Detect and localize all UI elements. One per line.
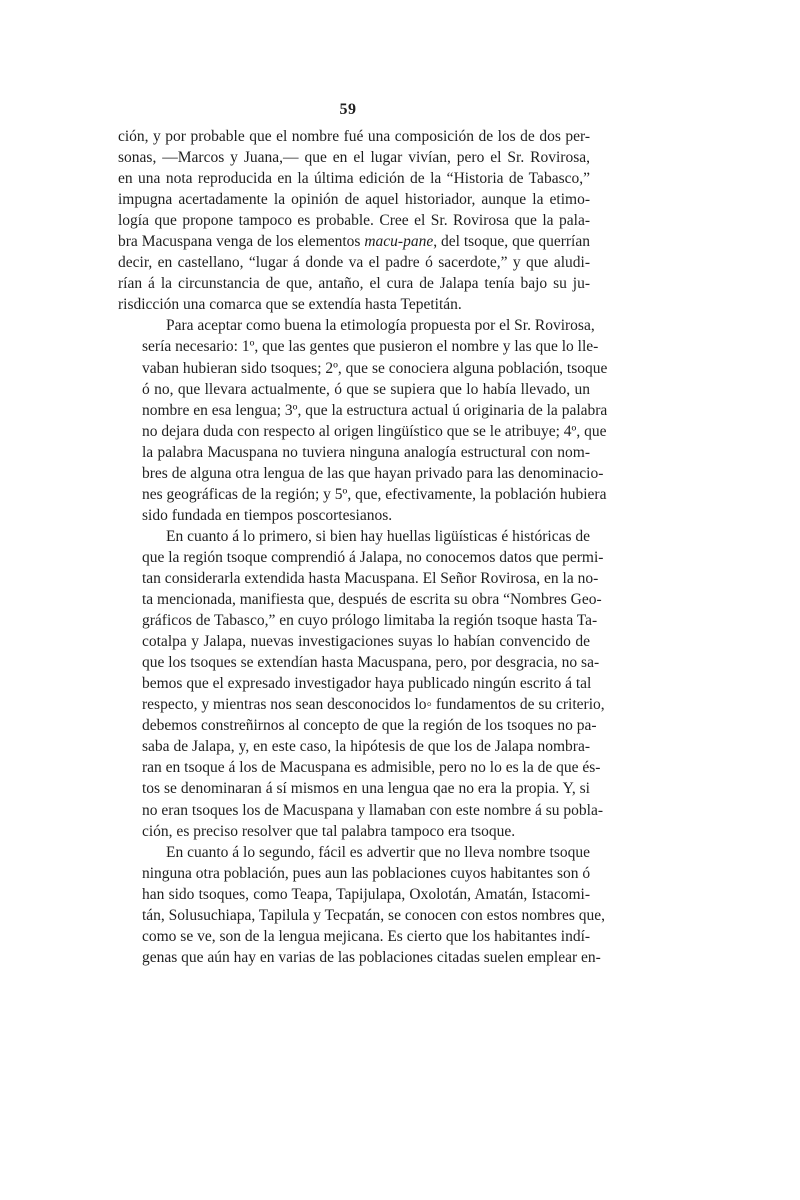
- text-line: ran en tsoque á los de Macuspana es admisible, pero no lo es la de que és-: [142, 759, 601, 777]
- text-line: nombre en esa lengua; 3º, que la estructura actual ú originaria de la palabra: [142, 401, 608, 419]
- text-line: sería necesario: 1º, que las gentes que pusieron el nombre y las que lo lle-: [142, 338, 599, 356]
- text-line: tan considerarla extendida hasta Macuspana. El Señor Rovirosa, en la no-: [142, 569, 599, 587]
- text-line: ó no, que llevara actualmente, ó que se supiera que lo había llevado, un: [142, 380, 590, 398]
- text-line: la palabra Macuspana no tuviera ninguna analogía estructural con nom-: [142, 443, 590, 461]
- text-line: Para aceptar como buena la etimología propuesta por el Sr. Rovirosa,: [166, 317, 595, 335]
- text-line: cotalpa y Jalapa, nuevas investigaciones suyas lo habían convencido de: [142, 633, 590, 651]
- text-line: que los tsoques se extendían hasta Macuspana, pero, por desgracia, no sa-: [142, 654, 600, 672]
- text-line: vaban hubieran sido tsoques; 2º, que se conociera alguna población, tsoque: [142, 359, 608, 377]
- italic-term: macu-pane: [364, 233, 434, 251]
- text-line: ción, y por probable que el nombre fué una composición de los de dos per-: [118, 128, 590, 145]
- body-text: [118, 126, 608, 968]
- text-line: han sido tsoques, como Teapa, Tapijulapa, Oxolotán, Amatán, Istacomi-: [142, 885, 590, 903]
- text-line: decir, en castellano, “lugar á donde va el padre ó sacerdote,” y que aludi-: [118, 254, 590, 272]
- page-number: 59: [339, 101, 357, 118]
- text-line: en una nota reproducida en la última edición de la “Historia de Tabasco,”: [118, 170, 590, 188]
- text-line: sido fundada en tiempos poscortesianos.: [142, 506, 393, 524]
- text-line: nes geográficas de la región; y 5º, que, efectivamente, la población hubiera: [142, 485, 607, 503]
- text-line: respecto, y mientras nos sean desconocidos lo◦ fundamentos de su criterio,: [142, 696, 605, 714]
- paragraph: [118, 315, 608, 525]
- paragraph: [118, 526, 605, 842]
- text-line: risdicción una comarca que se extendía hasta Tepetitán.: [118, 296, 462, 314]
- text-line: bra Macuspana venga de los elementos macu-pane, del tsoque, que querrían: [118, 233, 590, 251]
- text-line: que la región tsoque comprendió á Jalapa, no conocemos datos que permi-: [142, 548, 604, 566]
- text-line: tán, Solusuchiapa, Tapilula y Tecpatán, se conocen con estos nombres que,: [142, 906, 605, 924]
- text-line: no eran tsoques los de Macuspana y llamaban con este nombre á su pobla-: [142, 801, 603, 819]
- text-line: En cuanto á lo segundo, fácil es advertir que no lleva nombre tsoque: [166, 843, 590, 861]
- text-line: impugna acertadamente la opinión de aquel historiador, aunque la etimo-: [118, 191, 590, 209]
- text-line: genas que aún hay en varias de las poblaciones citadas suelen emplear en-: [142, 948, 601, 966]
- text-line: tos se denominaran á sí mismos en una lengua qae no era la propia. Y, si: [142, 780, 590, 798]
- paragraph: [118, 842, 605, 968]
- text-line: ción, es preciso resolver que tal palabra tampoco era tsoque.: [142, 822, 516, 840]
- text-line: En cuanto á lo primero, si bien hay huellas ligüísticas é históricas de: [166, 527, 590, 545]
- text-line: ninguna otra población, pues aun las poblaciones cuyos habitantes son ó: [142, 864, 591, 882]
- text-line: no dejara duda con respecto al origen lingüístico que se le atribuye; 4º, que: [142, 422, 607, 440]
- text-line: rían á la circunstancia de que, antaño, el cura de Jalapa tenía bajo su ju-: [118, 275, 590, 293]
- text-line: bemos que el expresado investigador haya publicado ningún escrito á tal: [142, 675, 592, 693]
- text-line: sonas, —Marcos y Juana,— que en el lugar vivían, pero el Sr. Rovirosa,: [118, 149, 590, 167]
- text-line: ta mencionada, manifiesta que, después de escrita su obra “Nombres Geo-: [142, 591, 602, 609]
- text-line: gráficos de Tabasco,” en cuyo prólogo limitaba la región tsoque hasta Ta-: [142, 612, 598, 630]
- text-line: bres de alguna otra lengua de las que hayan privado para las denominacio-: [142, 464, 604, 482]
- text-line: como se ve, son de la lengua mejicana. Es cierto que los habitantes indí-: [142, 927, 591, 945]
- paragraph: [118, 126, 590, 315]
- text-line: debemos constreñirnos al concepto de que la región de los tsoques no pa-: [142, 717, 597, 735]
- text-line: logía que propone tampoco es probable. Cree el Sr. Rovirosa que la pala-: [118, 212, 590, 230]
- text-line: saba de Jalapa, y, en este caso, la hipótesis de que los de Jalapa nombra-: [142, 738, 590, 756]
